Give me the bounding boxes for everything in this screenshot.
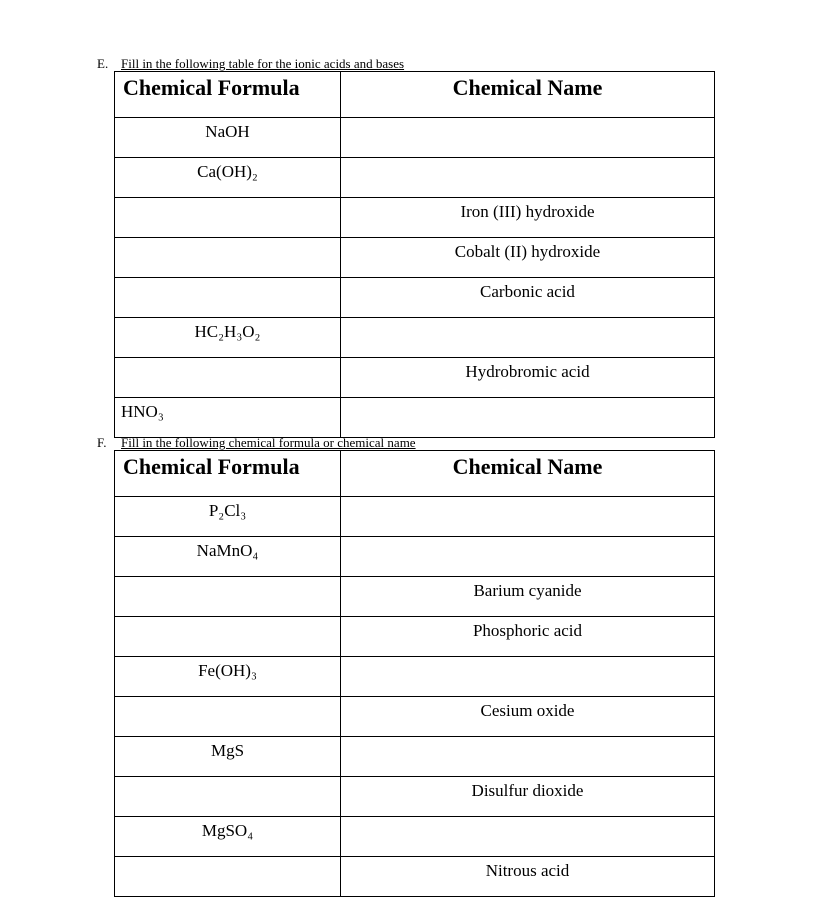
table-row — [115, 278, 715, 318]
name-cell[interactable]: Cobalt (II) hydroxide — [341, 238, 715, 278]
formula-cell[interactable]: Ca(OH)₂ — [115, 158, 341, 198]
section-f-letter: F. — [97, 435, 107, 450]
name-cell[interactable]: Carbonic acid — [341, 278, 715, 318]
table-row — [115, 238, 715, 278]
name-cell[interactable]: Hydrobromic acid — [341, 358, 715, 398]
formula-cell[interactable] — [115, 697, 341, 737]
section-f-instruction: Fill in the following chemical formula or chemical name — [121, 435, 416, 450]
name-cell[interactable] — [341, 118, 715, 158]
formula-cell[interactable]: HNO₃ — [115, 398, 341, 438]
name-cell[interactable]: Nitrous acid — [341, 857, 715, 897]
name-cell[interactable] — [341, 537, 715, 577]
section-f-title — [97, 436, 416, 450]
name-cell[interactable] — [341, 737, 715, 777]
name-cell[interactable] — [341, 158, 715, 198]
table-row — [115, 398, 715, 438]
header-chemical-formula: Chemical Formula — [115, 72, 341, 118]
table-header-row — [115, 72, 715, 118]
name-cell[interactable]: Phosphoric acid — [341, 617, 715, 657]
formula-cell[interactable] — [115, 238, 341, 278]
name-cell[interactable]: Iron (III) hydroxide — [341, 198, 715, 238]
header-chemical-name: Chemical Name — [341, 451, 715, 497]
name-cell[interactable]: Barium cyanide — [341, 577, 715, 617]
section-e-instruction: Fill in the following table for the ionic acids and bases — [121, 56, 405, 71]
table-row — [115, 697, 715, 737]
table-row — [115, 737, 715, 777]
formula-cell[interactable] — [115, 358, 341, 398]
name-cell[interactable] — [341, 497, 715, 537]
formula-cell[interactable] — [115, 198, 341, 238]
ionic-acids-bases-table — [114, 71, 715, 438]
table-row — [115, 817, 715, 857]
formula-cell[interactable] — [115, 577, 341, 617]
name-cell[interactable] — [341, 318, 715, 358]
table-row — [115, 198, 715, 238]
formula-cell[interactable] — [115, 777, 341, 817]
name-cell[interactable]: Disulfur dioxide — [341, 777, 715, 817]
formula-cell[interactable]: HC₂H₃O₂ — [115, 318, 341, 358]
formula-cell[interactable]: NaMnO₄ — [115, 537, 341, 577]
formula-cell[interactable] — [115, 857, 341, 897]
formula-cell[interactable] — [115, 278, 341, 318]
formula-cell[interactable] — [115, 617, 341, 657]
table-row — [115, 777, 715, 817]
name-cell[interactable] — [341, 657, 715, 697]
formula-cell[interactable]: MgS — [115, 737, 341, 777]
table-header-row — [115, 451, 715, 497]
section-e-title — [97, 57, 404, 71]
header-chemical-formula: Chemical Formula — [115, 451, 341, 497]
section-e-letter: E. — [97, 56, 109, 71]
name-cell[interactable] — [341, 817, 715, 857]
formula-name-table — [114, 450, 715, 897]
header-chemical-name: Chemical Name — [341, 72, 715, 118]
table-row — [115, 617, 715, 657]
table-row — [115, 537, 715, 577]
name-cell[interactable]: Cesium oxide — [341, 697, 715, 737]
name-cell[interactable] — [341, 398, 715, 438]
table-row — [115, 358, 715, 398]
formula-cell[interactable]: P₂Cl₃ — [115, 497, 341, 537]
formula-cell[interactable]: NaOH — [115, 118, 341, 158]
formula-cell[interactable]: Fe(OH)₃ — [115, 657, 341, 697]
table-row — [115, 497, 715, 537]
table-row — [115, 657, 715, 697]
table-row — [115, 118, 715, 158]
formula-cell[interactable]: MgSO₄ — [115, 817, 341, 857]
table-row — [115, 158, 715, 198]
table-row — [115, 318, 715, 358]
table-row — [115, 577, 715, 617]
table-row — [115, 857, 715, 897]
